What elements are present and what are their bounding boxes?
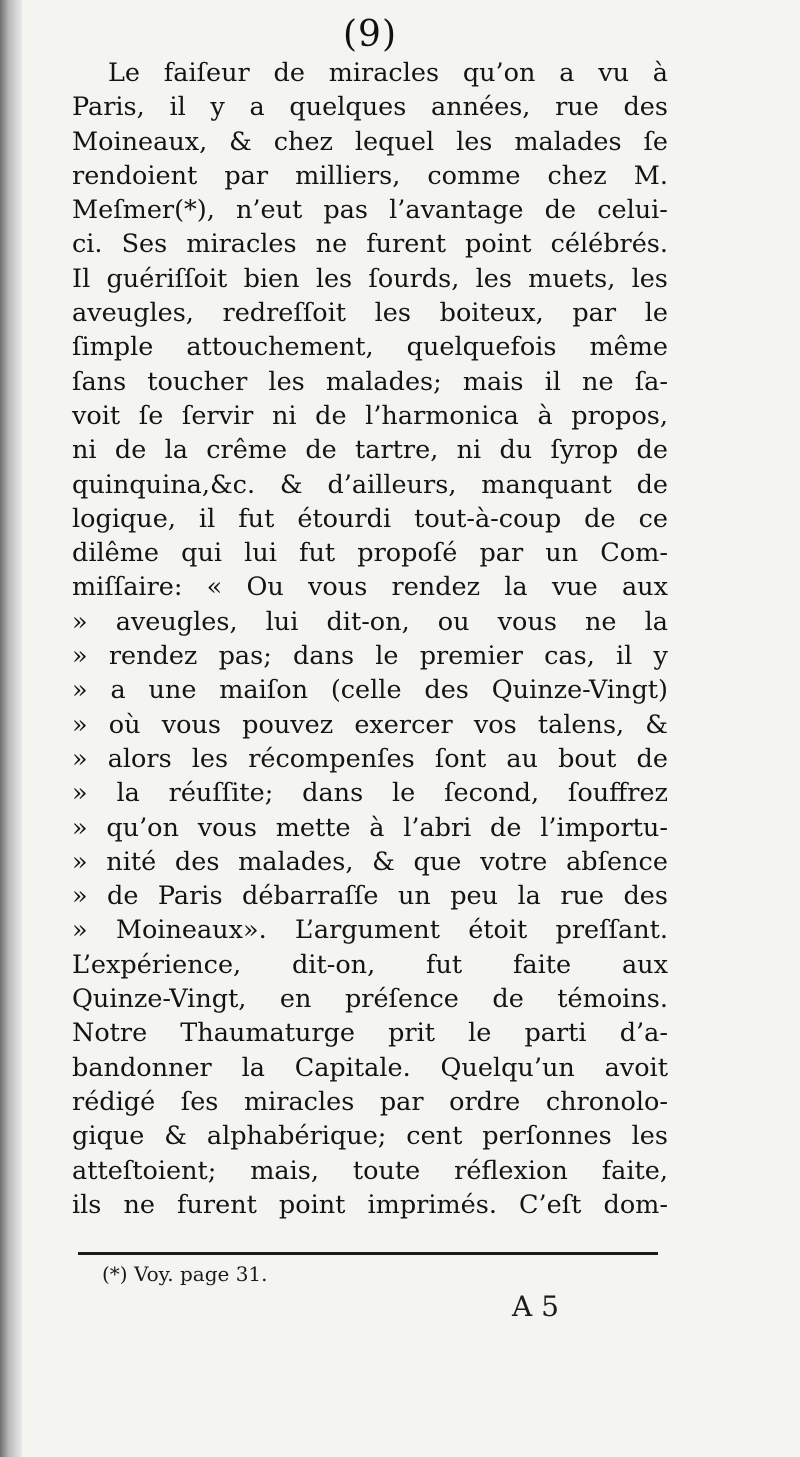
text-line: ni de la crême de tartre, ni du ſyrop de — [72, 435, 668, 466]
text-line: logique, il fut étourdi tout-à-coup de ce — [72, 503, 668, 534]
text-line: » nité des malades, & que votre abſence — [72, 846, 668, 877]
text-line: quinquina,&c. & d’ailleurs, manquant de — [72, 469, 668, 500]
text-line: » a une maiſon (celle des Quinze-Vingt) — [72, 675, 668, 706]
text-line: voit ſe ſervir ni de l’harmonica à propos, — [72, 400, 668, 431]
text-line: » de Paris débarraſſe un peu la rue des — [72, 881, 668, 912]
body-text — [72, 56, 668, 1222]
text-line: ci. Ses miracles ne furent point célébrés. — [72, 229, 668, 260]
text-line: Quinze-Vingt, en préſence de témoins. — [72, 984, 668, 1015]
signature-mark: A 5 — [512, 1290, 559, 1323]
text-line: » où vous pouvez exercer vos talens, & — [72, 709, 668, 740]
text-line: aveugles, redreſſoit les boiteux, par le — [72, 298, 668, 329]
text-line: atteſtoient; mais, toute réflexion faite, — [72, 1155, 668, 1186]
text-line: gique & alphabérique; cent perſonnes les — [72, 1121, 668, 1152]
text-line: rendoient par milliers, comme chez M. — [72, 160, 668, 191]
text-line: Notre Thaumaturge prit le parti d’a- — [72, 1018, 668, 1049]
text-line: Il guériſſoit bien les ſourds, les muets, les — [72, 263, 668, 294]
page-edge-shadow — [0, 0, 22, 1457]
text-line: » alors les récompenſes ſont au bout de — [72, 743, 668, 774]
text-line: L’expérience, dit-on, fut faite aux — [72, 949, 668, 980]
text-line: ils ne furent point imprimés. C’eſt dom- — [72, 1189, 668, 1220]
text-line: » rendez pas; dans le premier cas, il y — [72, 641, 668, 672]
text-line: dilême qui lui fut propoſé par un Com- — [72, 538, 668, 569]
text-line: Meſmer(*), n’eut pas l’avantage de celui- — [72, 195, 668, 226]
text-line: » Moineaux». L’argument étoit preſſant. — [72, 915, 668, 946]
text-line: rédigé ſes miracles par ordre chronolo- — [72, 1086, 668, 1117]
text-line: Paris, il y a quelques années, rue des — [72, 92, 668, 123]
text-line: bandonner la Capitale. Quelqu’un avoit — [72, 1052, 668, 1083]
text-line: » qu’on vous mette à l’abri de l’importu- — [72, 812, 668, 843]
text-line: ſimple attouchement, quelquefois même — [72, 332, 668, 363]
page-number: (9) — [343, 14, 397, 55]
text-line: » aveugles, lui dit-on, ou vous ne la — [72, 606, 668, 637]
footnote: (*) Voy. page 31. — [102, 1262, 268, 1286]
text-line: » la réuſſite; dans le ſecond, ſouffrez — [72, 778, 668, 809]
text-line: miſſaire: « Ou vous rendez la vue aux — [72, 572, 668, 603]
text-line: ſans toucher les malades; mais il ne ſa- — [72, 366, 668, 397]
text-line: Moineaux, & chez lequel les malades ſe — [72, 126, 668, 157]
footnote-rule — [78, 1252, 658, 1255]
text-line: Le faiſeur de miracles qu’on a vu à — [108, 58, 668, 88]
